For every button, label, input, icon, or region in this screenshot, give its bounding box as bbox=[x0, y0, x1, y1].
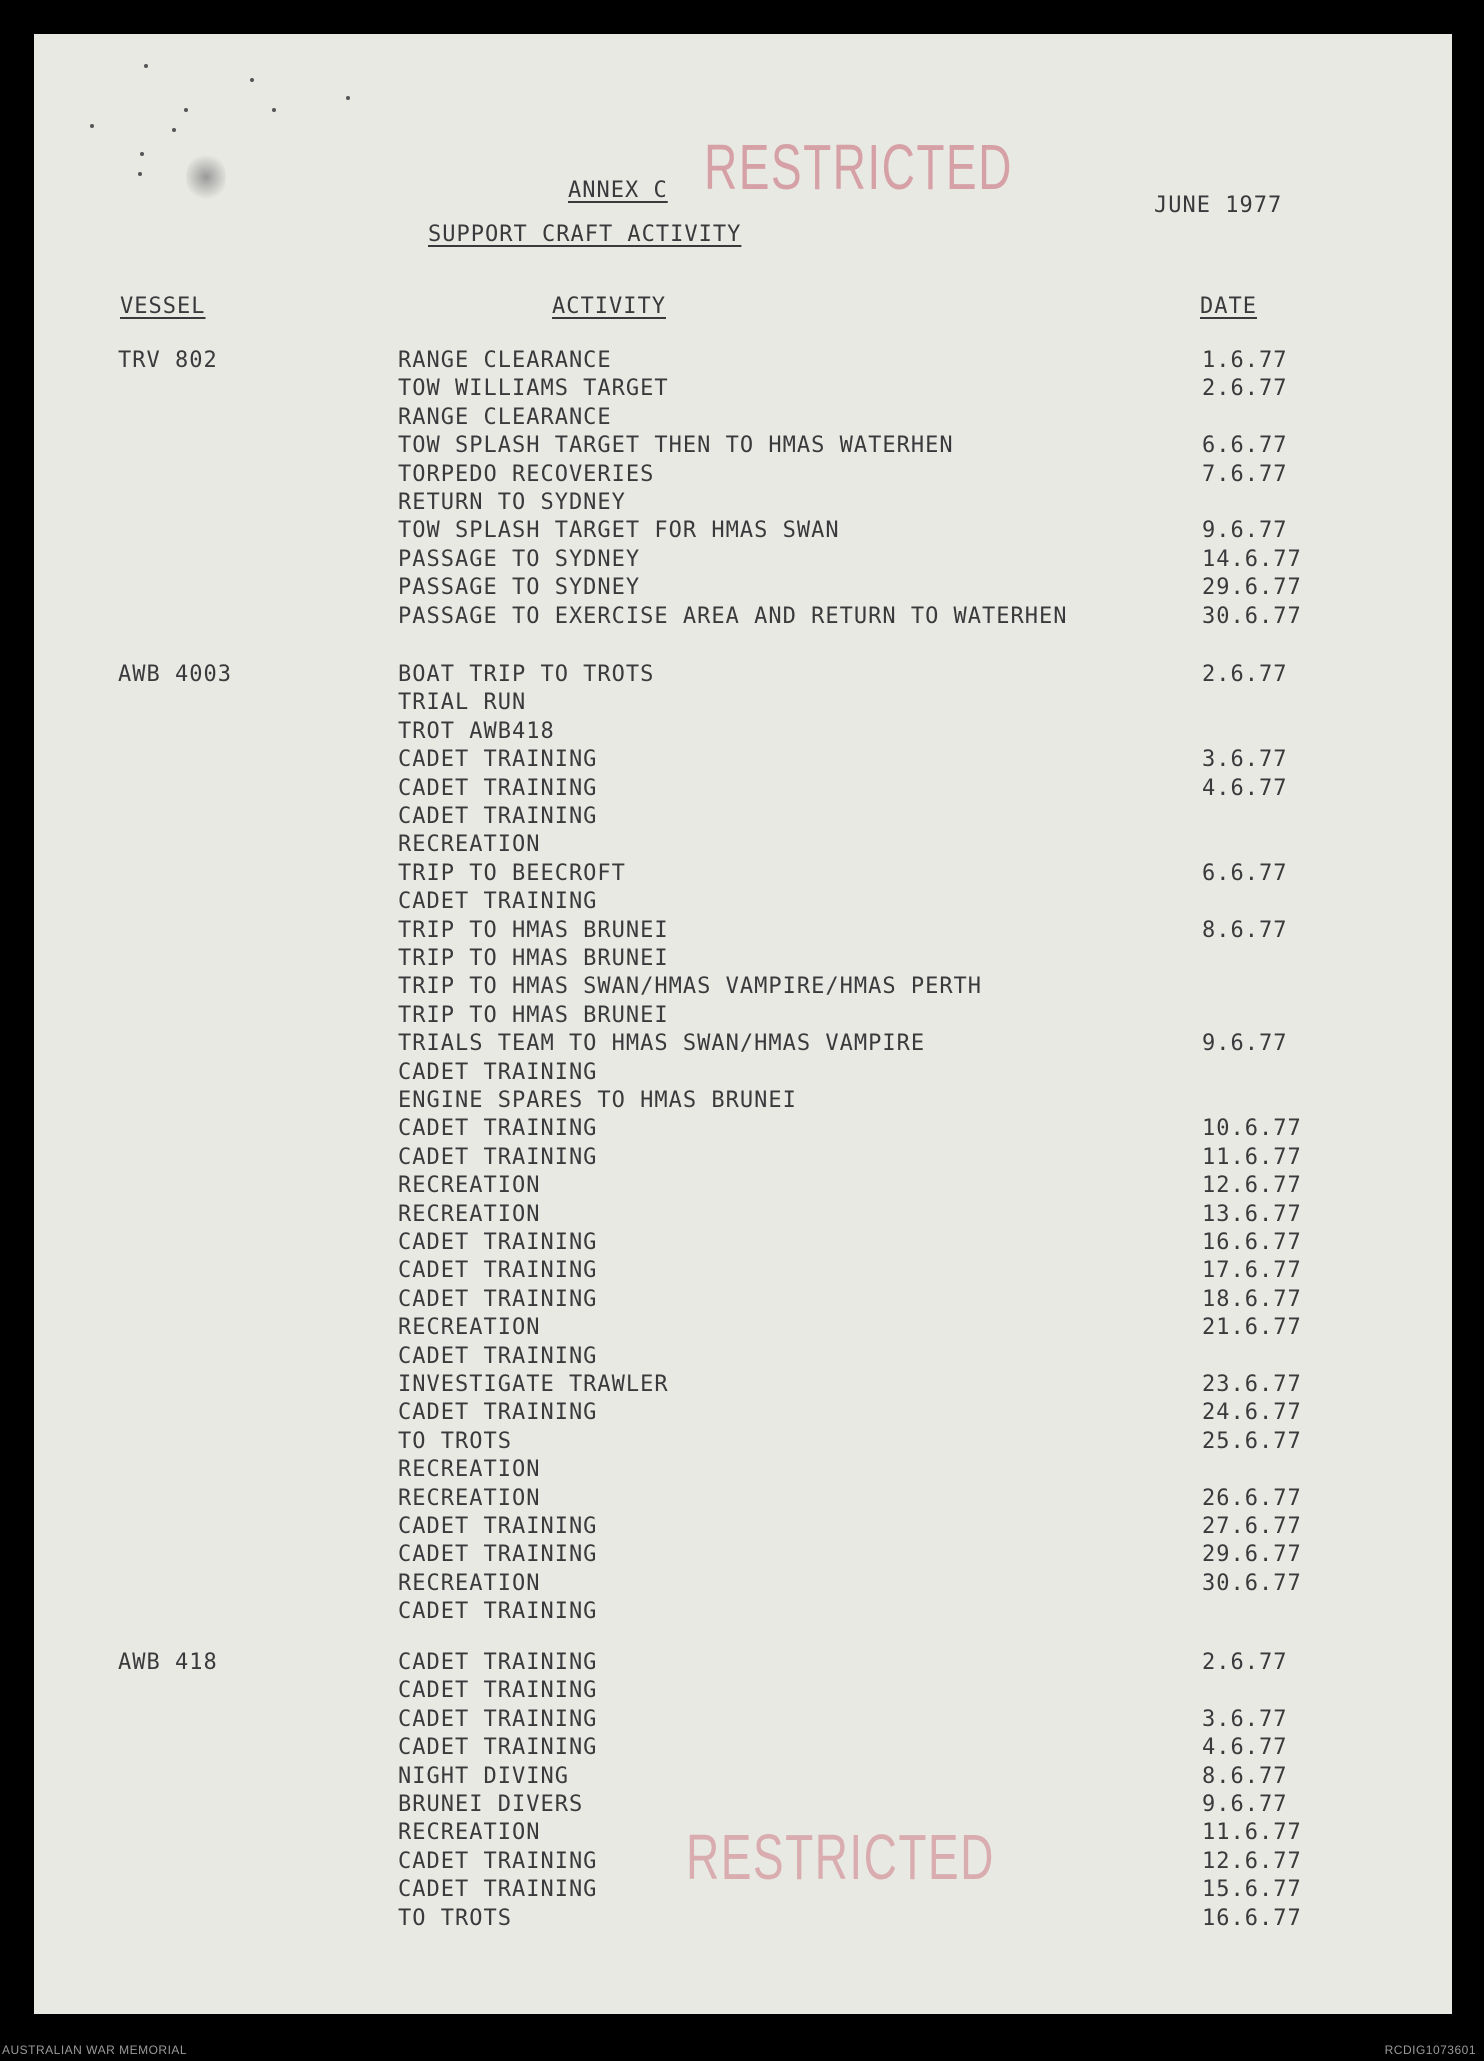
date-cell: 3.6.77 bbox=[1202, 747, 1288, 772]
vessel-label: AWB 418 bbox=[118, 1650, 218, 1675]
date-cell: 27.6.77 bbox=[1202, 1514, 1302, 1539]
activity-cell: PASSAGE TO SYDNEY bbox=[398, 547, 641, 572]
vessel-label: TRV 802 bbox=[118, 348, 218, 373]
paper-speck bbox=[90, 124, 94, 128]
activity-cell: CADET TRAINING bbox=[398, 1230, 598, 1255]
activity-cell: TOW SPLASH TARGET THEN TO HMAS WATERHEN bbox=[398, 433, 954, 458]
date-cell: 8.6.77 bbox=[1202, 1764, 1288, 1789]
activity-cell: CADET TRAINING bbox=[398, 1678, 598, 1703]
activity-cell: RECREATION bbox=[398, 1173, 541, 1198]
footer-source: AUSTRALIAN WAR MEMORIAL bbox=[2, 2043, 188, 2057]
activity-cell: CADET TRAINING bbox=[398, 747, 598, 772]
activity-cell: RECREATION bbox=[398, 1571, 541, 1596]
activity-cell: CADET TRAINING bbox=[398, 1344, 598, 1369]
activity-cell: RECREATION bbox=[398, 1820, 541, 1845]
activity-cell: BRUNEI DIVERS bbox=[398, 1792, 584, 1817]
paper-speck bbox=[272, 108, 276, 112]
activity-cell: CADET TRAINING bbox=[398, 1400, 598, 1425]
activity-cell: TRIP TO HMAS BRUNEI bbox=[398, 946, 669, 971]
activity-cell: NIGHT DIVING bbox=[398, 1764, 569, 1789]
column-header-activity: ACTIVITY bbox=[552, 294, 666, 319]
date-cell: 4.6.77 bbox=[1202, 1735, 1288, 1760]
date-cell: 15.6.77 bbox=[1202, 1877, 1302, 1902]
date-cell: 30.6.77 bbox=[1202, 604, 1302, 629]
activity-cell: CADET TRAINING bbox=[398, 776, 598, 801]
activity-cell: RETURN TO SYDNEY bbox=[398, 490, 626, 515]
activity-cell: CADET TRAINING bbox=[398, 1542, 598, 1567]
vessel-label: AWB 4003 bbox=[118, 662, 232, 687]
activity-cell: CADET TRAINING bbox=[398, 1145, 598, 1170]
date-cell: 23.6.77 bbox=[1202, 1372, 1302, 1397]
activity-cell: RANGE CLEARANCE bbox=[398, 348, 612, 373]
date-cell: 24.6.77 bbox=[1202, 1400, 1302, 1425]
date-cell: 4.6.77 bbox=[1202, 776, 1288, 801]
date-cell: 26.6.77 bbox=[1202, 1486, 1302, 1511]
column-header-vessel: VESSEL bbox=[120, 294, 206, 319]
activity-cell: RECREATION bbox=[398, 832, 541, 857]
annex-label: ANNEX C bbox=[568, 178, 668, 203]
activity-cell: TRIP TO HMAS SWAN/HMAS VAMPIRE/HMAS PERTH bbox=[398, 974, 983, 999]
activity-cell: RECREATION bbox=[398, 1315, 541, 1340]
paper-speck bbox=[140, 152, 144, 156]
date-cell: 29.6.77 bbox=[1202, 575, 1302, 600]
date-cell: 16.6.77 bbox=[1202, 1906, 1302, 1931]
activity-cell: TOW WILLIAMS TARGET bbox=[398, 376, 669, 401]
activity-cell: CADET TRAINING bbox=[398, 1707, 598, 1732]
activity-cell: RANGE CLEARANCE bbox=[398, 405, 612, 430]
date-cell: 13.6.77 bbox=[1202, 1202, 1302, 1227]
activity-cell: RECREATION bbox=[398, 1457, 541, 1482]
activity-cell: RECREATION bbox=[398, 1202, 541, 1227]
activity-cell: CADET TRAINING bbox=[398, 804, 598, 829]
activity-cell: CADET TRAINING bbox=[398, 1735, 598, 1760]
activity-cell: CADET TRAINING bbox=[398, 1599, 598, 1624]
restricted-stamp: RESTRICTED bbox=[704, 131, 1013, 203]
date-cell: 6.6.77 bbox=[1202, 861, 1288, 886]
date-cell: 10.6.77 bbox=[1202, 1116, 1302, 1141]
date-cell: 9.6.77 bbox=[1202, 1792, 1288, 1817]
paper-speck bbox=[138, 172, 142, 176]
activity-cell: PASSAGE TO EXERCISE AREA AND RETURN TO WATERHEN bbox=[398, 604, 1068, 629]
date-cell: 11.6.77 bbox=[1202, 1145, 1302, 1170]
activity-cell: BOAT TRIP TO TROTS bbox=[398, 662, 655, 687]
date-cell: 17.6.77 bbox=[1202, 1258, 1302, 1283]
activity-cell: TRIALS TEAM TO HMAS SWAN/HMAS VAMPIRE bbox=[398, 1031, 926, 1056]
date-cell: 16.6.77 bbox=[1202, 1230, 1302, 1255]
restricted-stamp: RESTRICTED bbox=[686, 1821, 995, 1893]
activity-cell: CADET TRAINING bbox=[398, 1258, 598, 1283]
date-cell: 7.6.77 bbox=[1202, 462, 1288, 487]
activity-cell: PASSAGE TO SYDNEY bbox=[398, 575, 641, 600]
date-cell: 30.6.77 bbox=[1202, 1571, 1302, 1596]
date-cell: 2.6.77 bbox=[1202, 376, 1288, 401]
date-cell: 9.6.77 bbox=[1202, 518, 1288, 543]
date-cell: 3.6.77 bbox=[1202, 1707, 1288, 1732]
activity-cell: ENGINE SPARES TO HMAS BRUNEI bbox=[398, 1088, 797, 1113]
activity-cell: TOW SPLASH TARGET FOR HMAS SWAN bbox=[398, 518, 840, 543]
date-cell: 9.6.77 bbox=[1202, 1031, 1288, 1056]
activity-cell: CADET TRAINING bbox=[398, 1514, 598, 1539]
date-cell: 2.6.77 bbox=[1202, 662, 1288, 687]
document-title: SUPPORT CRAFT ACTIVITY bbox=[428, 222, 742, 247]
activity-cell: CADET TRAINING bbox=[398, 1650, 598, 1675]
date-cell: 12.6.77 bbox=[1202, 1849, 1302, 1874]
activity-cell: RECREATION bbox=[398, 1486, 541, 1511]
paper-speck bbox=[346, 96, 350, 100]
date-cell: 12.6.77 bbox=[1202, 1173, 1302, 1198]
activity-cell: TO TROTS bbox=[398, 1429, 512, 1454]
activity-cell: TRIP TO BEECROFT bbox=[398, 861, 626, 886]
activity-cell: CADET TRAINING bbox=[398, 1116, 598, 1141]
paper-speck bbox=[250, 78, 254, 82]
date-cell: 18.6.77 bbox=[1202, 1287, 1302, 1312]
date-cell: 11.6.77 bbox=[1202, 1820, 1302, 1845]
activity-cell: TO TROTS bbox=[398, 1906, 512, 1931]
activity-cell: TRIAL RUN bbox=[398, 690, 527, 715]
activity-cell: CADET TRAINING bbox=[398, 1849, 598, 1874]
paper-speck bbox=[184, 108, 188, 112]
date-cell: 25.6.77 bbox=[1202, 1429, 1302, 1454]
paper-smudge bbox=[186, 152, 226, 202]
date-cell: 6.6.77 bbox=[1202, 433, 1288, 458]
footer-id: RCDIG1073601 bbox=[1384, 2043, 1476, 2057]
column-header-date: DATE bbox=[1200, 294, 1257, 319]
activity-cell: TROT AWB418 bbox=[398, 719, 555, 744]
date-cell: 8.6.77 bbox=[1202, 918, 1288, 943]
document-period: JUNE 1977 bbox=[1154, 193, 1283, 218]
paper-speck bbox=[172, 128, 176, 132]
activity-cell: CADET TRAINING bbox=[398, 1877, 598, 1902]
activity-cell: CADET TRAINING bbox=[398, 889, 598, 914]
activity-cell: TORPEDO RECOVERIES bbox=[398, 462, 655, 487]
date-cell: 1.6.77 bbox=[1202, 348, 1288, 373]
date-cell: 14.6.77 bbox=[1202, 547, 1302, 572]
date-cell: 2.6.77 bbox=[1202, 1650, 1288, 1675]
date-cell: 21.6.77 bbox=[1202, 1315, 1302, 1340]
activity-cell: CADET TRAINING bbox=[398, 1060, 598, 1085]
date-cell: 29.6.77 bbox=[1202, 1542, 1302, 1567]
paper-speck bbox=[144, 64, 148, 68]
activity-cell: INVESTIGATE TRAWLER bbox=[398, 1372, 669, 1397]
activity-cell: TRIP TO HMAS BRUNEI bbox=[398, 1003, 669, 1028]
activity-cell: TRIP TO HMAS BRUNEI bbox=[398, 918, 669, 943]
activity-cell: CADET TRAINING bbox=[398, 1287, 598, 1312]
